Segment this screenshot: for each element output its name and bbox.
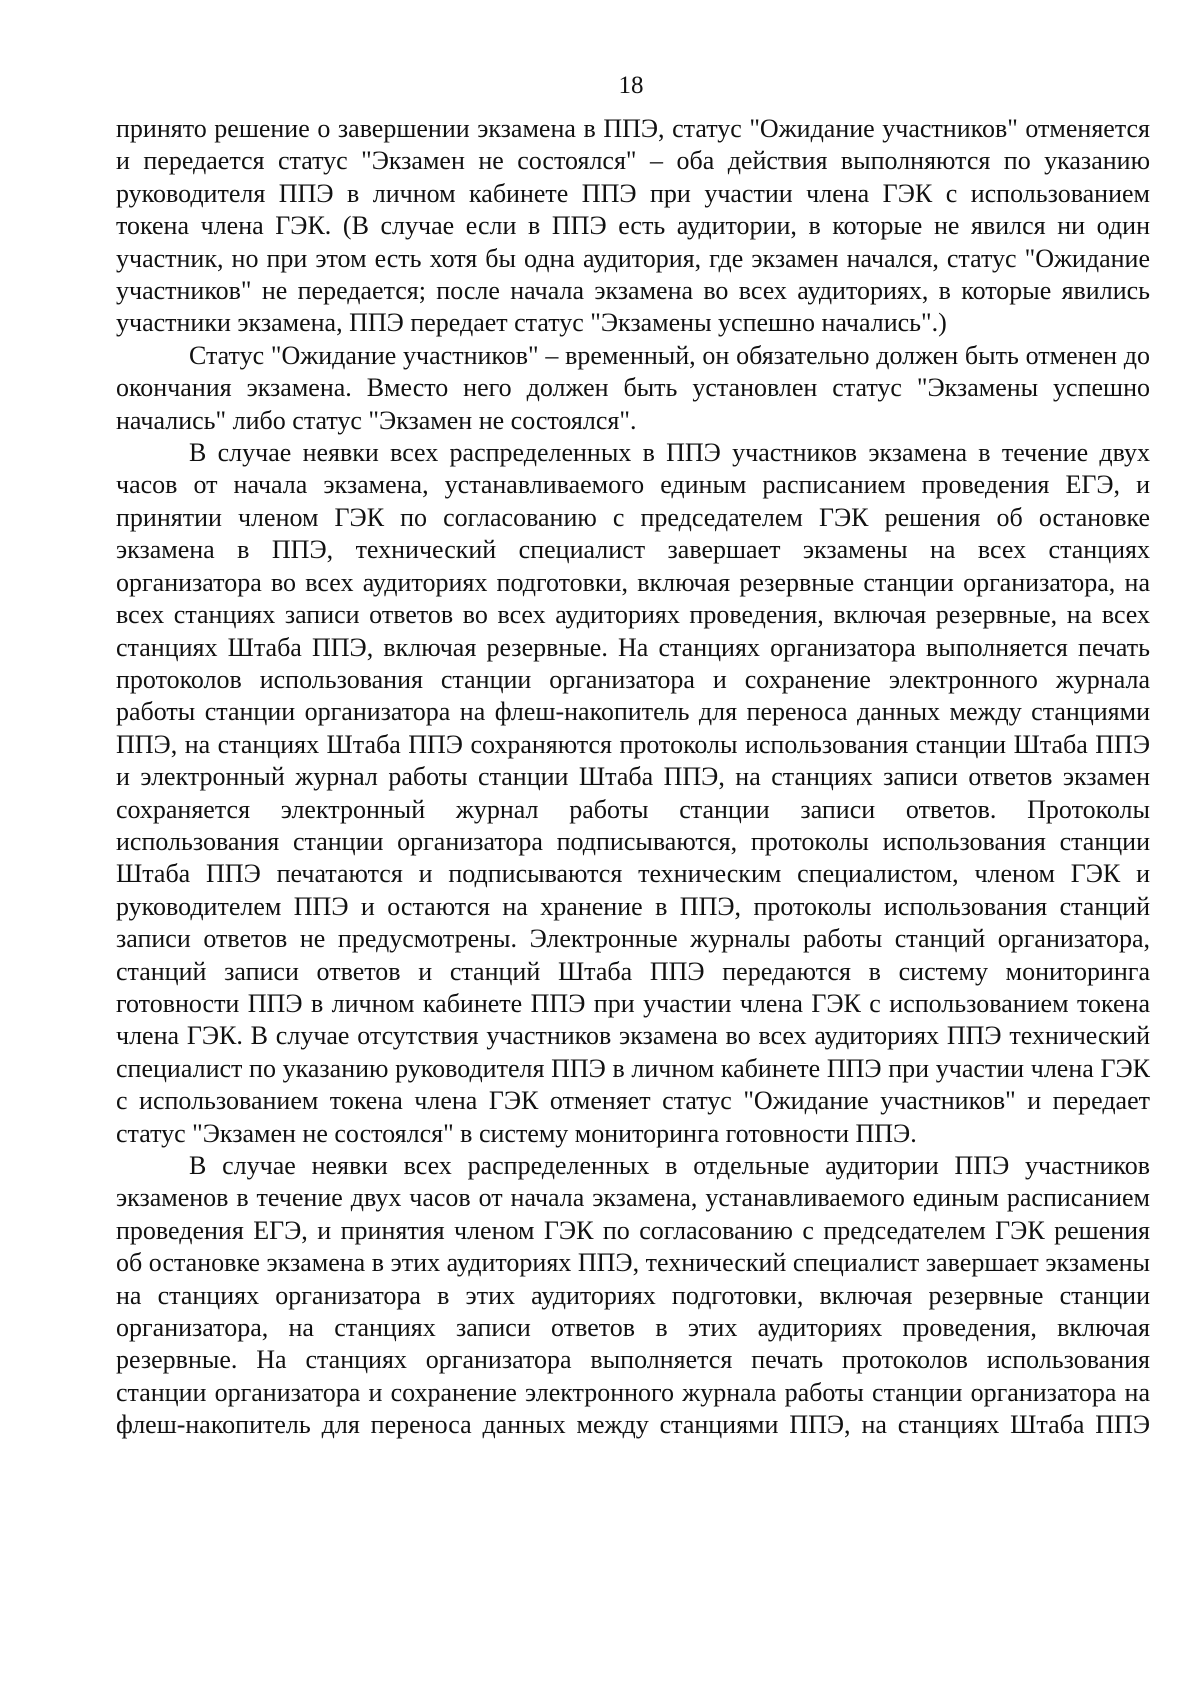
paragraph-no-show-rooms: В случае неявки всех распределенных в отдельные аудитории ППЭ участников экзаменов в течение двух часов от начала экзамена, устанавливаемого единым расписанием проведения ЕГЭ, и принятия членом ГЭК по согласованию с председателем ГЭК решения об остановке экзамена в этих аудиториях ППЭ, технический специалист завершает экзамены на станциях организатора в этих аудиториях подготовки, включая резервные станции организатора, на станциях записи ответов в этих аудиториях проведения, включая резервные. На станциях организатора выполняется печать протоколов использования станции организатора и сохранение электронного журнала работы станции организатора на флеш-накопитель для переноса данных между станциями ППЭ, на станциях Штаба ППЭ (116, 1151, 1150, 1440)
document-body (116, 113, 1150, 1442)
paragraph-no-show-all: В случае неявки всех распределенных в ППЭ участников экзамена в течение двух часов от начала экзамена, устанавливаемого единым расписанием проведения ЕГЭ, и принятии членом ГЭК по согласованию с председателем ГЭК решения об остановке экзамена в ППЭ, технический специалист завершает экзамены на всех станциях организатора во всех аудиториях подготовки, включая резервные станции организатора, на всех станциях записи ответов во всех аудиториях проведения, включая резервные, на всех станциях Штаба ППЭ, включая резервные. На станциях организатора выполняется печать протоколов использования станции организатора и сохранение электронного журнала работы станции организатора на флеш-накопитель для переноса данных между станциями ППЭ, на станциях Штаба ППЭ сохраняются протоколы использования станции Штаба ППЭ и электронный журнал работы станции Штаба ППЭ, на станциях записи ответов экзамен сохраняется электронный журнал работы станции записи ответов. Протоколы использования станции организатора подписываются, протоколы использования станции Штаба ППЭ печатаются и подписываются техническим специалистом, членом ГЭК и руководителем ППЭ и остаются на хранение в ППЭ, протоколы использования станций записи ответов не предусмотрены. Электронные журналы работы станций организатора, станций записи ответов и станций Штаба ППЭ передаются в систему мониторинга готовности ППЭ в личном кабинете ППЭ при участии члена ГЭК с использованием токена члена ГЭК. В случае отсутствия участников экзамена во всех аудиториях ППЭ технический специалист по указанию руководителя ППЭ в личном кабинете ППЭ при участии члена ГЭК с использованием токена члена ГЭК отменяет статус "Ожидание участников" и передает статус "Экзамен не состоялся" в систему мониторинга готовности ППЭ. (116, 438, 1150, 1148)
paragraph-continuation: принято решение о завершении экзамена в ППЭ, статус "Ожидание участников" отменяется и передается статус "Экзамен не состоялся" – оба действия выполняются по указанию руководителя ППЭ в личном кабинете ППЭ при участии члена ГЭК с использованием токена члена ГЭК. (В случае если в ППЭ есть аудитории, в которые не явился ни один участник, но при этом есть хотя бы одна аудитория, где экзамен начался, статус "Ожидание участников" не передается; после начала экзамена во всех аудиториях, в которые явились участники экзамена, ППЭ передает статус "Экзамены успешно начались".) (116, 114, 1150, 338)
paragraph-status-note: Статус "Ожидание участников" – временный, он обязательно должен быть отменен до окончания экзамена. Вместо него должен быть установлен статус "Экзамены успешно начались" либо статус "Экзамен не состоялся". (116, 340, 1150, 435)
page-number: 18 (618, 72, 644, 99)
